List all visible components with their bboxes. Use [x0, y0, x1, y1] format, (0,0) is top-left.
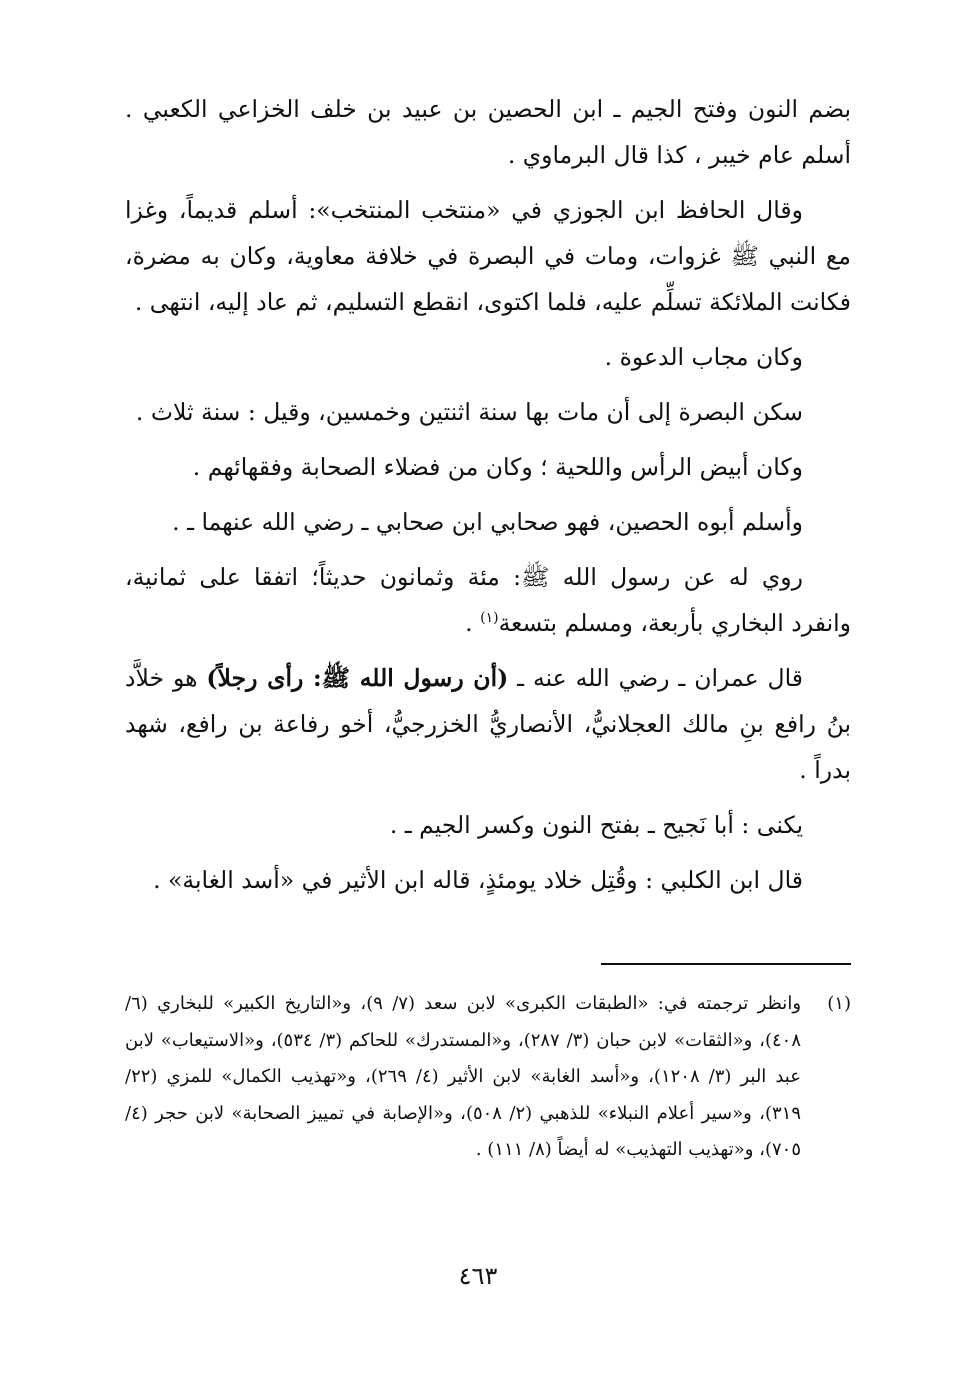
paragraph-6: وأسلم أبوه الحصين، فهو صحابي ابن صحابي ـ رضي الله عنهما ـ . — [172, 508, 803, 536]
footnote-reference[interactable]: (١) — [480, 610, 499, 627]
paragraph-kunya: يكنى : أبا نَجيح ـ بفتح النون وكسر الجيم ـ . — [389, 811, 803, 839]
main-text — [125, 86, 851, 912]
paragraph-2: وقال الحافظ ابن الجوزي في «منتخب المنتخب»: أسلم قديماً، وغزا مع النبي ﷺ غزوات، ومات في البصرة في خلافة معاوية، وكان به مضرة، فكانت الملائكة تسلِّم عليه، فلما اكتوى، انقطع التسليم، ثم عاد إليه، انتهى . — [125, 196, 851, 316]
footnote-number: (١) — [827, 993, 851, 1014]
page-number: ٤٦٣ — [458, 1262, 498, 1290]
paragraph-5: وكان أبيض الرأس واللحية ؛ وكان من فضلاء الصحابة وفقهائهم . — [192, 453, 803, 481]
hadith-count-paragraph — [125, 554, 851, 646]
footnote-text: وانظر ترجمته في: «الطبقات الكبرى» لابن سعد (٧/ ٩)، و«التاريخ الكبير» للبخاري (٦/ ٤٠٨)، و«الثقات» لابن حبان (٣/ ٢٨٧)، و«المستدرك» للحاكم (٣/ ٥٣٤)، و«الاستيعاب» لابن عبد البر (٣/ ١٢٠٨)، و«أسد الغابة» لابن الأثير (٤/ ٢٦٩)، و«تهذيب الكمال» للمزي (٢٢/ ٣١٩)، و«سير أعلام النبلاء» للذهبي (٢/ ٥٠٨)، و«الإصابة في تمييز الصحابة» لابن حجر (٤/ ٧٠٥)، و«تهذيب التهذيب» له أيضاً (٨/ ١١١) . — [125, 993, 802, 1160]
quoted-hadith: (أن رسول الله ﷺ: رأى رجلاً) — [206, 664, 509, 692]
paragraph-ibn-kalbi: قال ابن الكلبي : وقُتِل خلاد يومئذٍ، قاله ابن الأثير في «أسد الغابة» . — [153, 866, 803, 894]
hadith-count-text: روي له عن رسول الله ﷺ: مئة وثمانون حديثاً؛ اتفقا على ثمانية، وانفرد البخاري بأربعة، ومسلم بتسعة — [125, 563, 851, 637]
imran-intro: قال عمران ـ رضي الله عنه ـ — [508, 664, 804, 692]
footnote-separator — [601, 963, 851, 965]
paragraph-3: وكان مجاب الدعوة . — [604, 343, 803, 371]
hadith-count-end: . — [465, 609, 481, 637]
paragraph-4: سكن البصرة إلى أن مات بها سنة اثنتين وخمسين، وقيل : سنة ثلاث . — [135, 398, 803, 426]
imran-paragraph — [125, 655, 851, 793]
imran-rest: هو خلاَّد بنُ رافع بنِ مالك العجلانيُّ، الأنصاريُّ الخزرجيُّ، أخو رفاعة بن رافع، شهد بدراً . — [125, 664, 851, 784]
paragraph-1: بضم النون وفتح الجيم ـ ابن الحصين بن عبيد بن خلف الخزاعي الكعبي . أسلم عام خيبر ، كذا قال البرماوي . — [125, 95, 851, 169]
footnote — [125, 986, 851, 1169]
